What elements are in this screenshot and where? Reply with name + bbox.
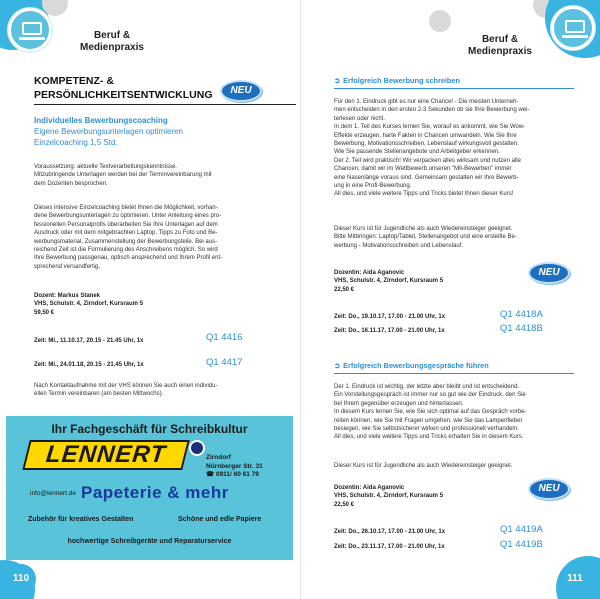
ad-seal-icon bbox=[189, 440, 205, 456]
course-description: Für den 1. Eindruck gibt es nur eine Chance! - Die meisten Unterneh- men entscheiden in den ersten 2-3 Sekunden ob sie Ihre Bewerbung wei- terlesen oder nicht. In dem 1. Teil des Kurses lernen Sie, worauf es ankommt, wie Sie Wow- Effekte erzeugen, harte Fakten in Chancen umwandeln. Wie Sie Ihre Bewerbung, Motivationsschreiben, Lebenslauf wirkungsvoll gestalten. Wie Sie passende Stellenangebote und Arbeitgeber erkennen. Der 2. Teil wird praktisch! Wir verpacken alles wirksam und nutzen alle Chancen, damit wir im Wettbewerb unseren "Mit-Bewerben" immer eine Nasenlänge voraus sind. Gemeinsam gestalten wir Ihre Bewerb- ung in eine Profi-Bewerbung. All dies, und viele weitere Tipps und Tricks bietet Ihnen dieser Kurs! bbox=[334, 99, 530, 198]
course-code: Q1 4418B bbox=[500, 323, 543, 334]
course-subtitle: Eigene Bewerbungsunterlagen optimieren bbox=[34, 127, 183, 136]
page-title: KOMPETENZ- & PERSÖNLICHKEITSENTWICKLUNG bbox=[34, 75, 213, 101]
course-details bbox=[334, 269, 534, 294]
course-description: Der 1. Eindruck ist wichtig, der letzte aber bleibt und ist entscheidend. Ein Vorstellungsgespräch ist immer nur so gut wie der Eindruck, den Sie bei Ihrem gegenüber erzeugen und hinterlassen. In diesem Kurs lernen Sie, wie Sie sich optimal auf das Gespräch vorbe- reiten können, wie Sie mit Fragen umgehen, wie Sie das Lampenfieber besiegen, wie Sie selbstsicherer wirken und professionell verhandeln. All dies, und viele weitere Tipps und Tricks erhalten Sie in diesem Kurs. bbox=[334, 384, 527, 441]
laptop-icon bbox=[8, 8, 52, 52]
price: 22,50 € bbox=[334, 501, 355, 508]
session-time: Zeit: Mi., 24.01.18, 20.15 - 21.45 Uhr, 1x bbox=[34, 362, 144, 368]
ad-address: Zirndorf Nürnberger Str. 31 ☎ 0911/ 60 61 79 bbox=[206, 454, 263, 478]
session-time: Zeit: Do., 19.10.17, 17.00 - 21.00 Uhr, 1x bbox=[334, 314, 446, 320]
lecturer: Dozentin: Aida Aganovic bbox=[334, 485, 405, 491]
ad-logo: LENNERT bbox=[22, 440, 189, 470]
course-title: ➲ Erfolgreich Bewerbungsgespräche führen bbox=[334, 361, 489, 370]
course-audience: Dieser Kurs ist für Jugendliche als auch Wiedereinsteiger geeignet. bbox=[334, 463, 513, 469]
course-details bbox=[34, 292, 254, 317]
page-number: 111 bbox=[560, 564, 590, 594]
session-time: Zeit: Do., 16.11.17, 17.00 - 21.00 Uhr, 1x bbox=[334, 328, 445, 334]
laptop-icon bbox=[551, 6, 595, 50]
session-time: Zeit: Do., 23.11.17, 17.00 - 21.00 Uhr, 1x bbox=[334, 544, 445, 550]
course-title: Individuelles Bewerbungscoaching bbox=[34, 116, 168, 125]
advertisement-lennert bbox=[6, 416, 293, 560]
course-audience: Dieser Kurs ist für Jugendliche als auch Wiedereinsteiger geeignet. Bitte Mitbringen: Laptop/Tablet, Stellenangebot und eine erstellte Be- werbung - Motivationsschreiben und Lebenslauf. bbox=[334, 226, 517, 249]
section-header: Beruf & Medienpraxis bbox=[468, 34, 532, 57]
title-rule bbox=[34, 104, 296, 105]
course-code: Q1 4418A bbox=[500, 309, 543, 320]
lecturer: Dozentin: Aida Aganovic bbox=[334, 270, 405, 276]
session-time: Zeit: Do., 26.10.17, 17.00 - 21.00 Uhr, 1x bbox=[334, 529, 446, 535]
new-badge: NEU bbox=[528, 478, 570, 500]
course-subtitle: Einzelcoaching 1,5 Std. bbox=[34, 138, 118, 147]
course-code: Q1 4419A bbox=[500, 524, 543, 535]
course-prerequisites: Voraussetzung: aktuelle Textverarbeitungskenntnisse. Mitzubringende Unterlagen werden bei der Terminvereinbarung mit dem Dozenten besprochen. bbox=[34, 164, 212, 187]
ad-email: info@lennert.de bbox=[30, 490, 76, 497]
course-details bbox=[334, 484, 534, 509]
course-title: ➲ Erfolgreich Bewerbung schreiben bbox=[334, 76, 460, 85]
price: 59,50 € bbox=[34, 309, 55, 316]
course-code: Q1 4416 bbox=[206, 332, 243, 343]
new-badge: NEU bbox=[528, 262, 570, 284]
arrow-right-icon: ➲ bbox=[334, 361, 341, 370]
course-code: Q1 4419B bbox=[500, 539, 543, 550]
ad-headline: Ihr Fachgeschäft für Schreibkultur bbox=[51, 422, 248, 436]
arrow-right-icon: ➲ bbox=[334, 76, 341, 85]
course-title-block bbox=[34, 115, 284, 148]
ad-product-line: Schöne und edle Papiere bbox=[178, 516, 262, 523]
course-description: Dieses intensive Einzelcoaching bietet Ihnen die Möglichkeit, vorhan- dene Bewerbungsunterlagen zu optimieren. Unter Anleitung eines pro- fessionellen Personalprofis überarbeiten Sie Ihre Unterlagen auf dem Ausdruck oder mit dem mitgebrachten Laptop. Tipps zu Foto und Be- werbungsmaterial, Zusammenstellung der Bewerbungsteile. Bei aus- reichend Zeit ist die Formulierung des Anschreibens möglich. So wird Ihre Bewerbung passgenau, optisch ansprechend und Ihrem Profil ent- sprechend versandfertig. bbox=[34, 205, 223, 270]
course-note: Nach Kontaktaufnahme mit der VHS können Sie auch einen individu- ellen Termin vereinbaren (am besten Mittwochs). bbox=[34, 383, 218, 398]
course-rule bbox=[334, 373, 574, 374]
course-rule bbox=[334, 88, 574, 89]
lecturer: Dozent: Markus Stanek bbox=[34, 293, 101, 299]
decor-bubble bbox=[429, 10, 451, 32]
session-time: Zeit: Mi., 11.10.17, 20.15 - 21.45 Uhr, 1x bbox=[34, 338, 144, 344]
ad-product-line: Zubehör für kreatives Gestalten bbox=[28, 516, 134, 523]
location: VHS, Schulstr. 4, Zirndorf, Kursraum 5 bbox=[334, 278, 444, 285]
section-header: Beruf & Medienpraxis bbox=[80, 30, 144, 53]
location: VHS, Schulstr. 4, Zirndorf, Kursraum 5 bbox=[334, 493, 444, 500]
ad-tagline: Papeterie & mehr bbox=[81, 483, 229, 502]
page-number: 110 bbox=[6, 564, 36, 594]
location: VHS, Schulstr. 4, Zirndorf, Kursraum 5 bbox=[34, 301, 144, 308]
course-code: Q1 4417 bbox=[206, 357, 243, 368]
ad-product-line: hochwertige Schreibgeräte und Reparaturservice bbox=[67, 538, 232, 545]
price: 22,50 € bbox=[334, 286, 355, 293]
new-badge: NEU bbox=[220, 80, 262, 102]
